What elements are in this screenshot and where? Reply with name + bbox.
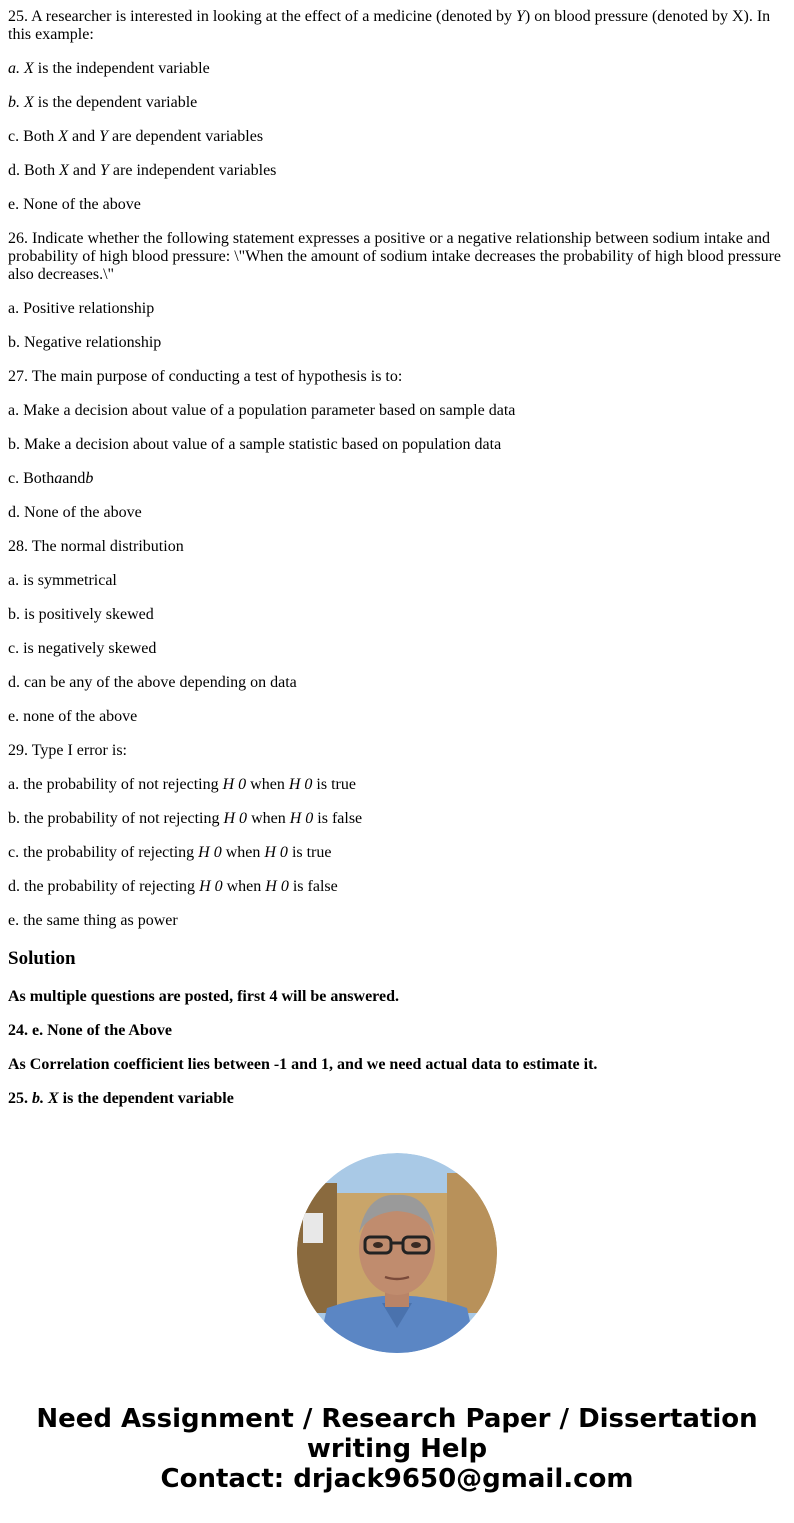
q28-stem: 28. The normal distribution — [8, 538, 184, 555]
q26-option-a: a. Positive relationship — [8, 300, 155, 317]
q28-option-e: e. none of the above — [8, 708, 138, 725]
promo-footer — [0, 1404, 794, 1494]
q27-option-c: c. Bothaandb — [8, 470, 94, 487]
q25-option-d: d. Both X and Y are independent variables — [8, 162, 277, 179]
q29-option-e: e. the same thing as power — [8, 912, 178, 929]
q28-option-a: a. is symmetrical — [8, 572, 117, 589]
q27-stem: 27. The main purpose of conducting a test of hypothesis is to: — [8, 368, 403, 385]
solution-heading: Solution — [8, 948, 76, 969]
q29-option-d: d. the probability of rejecting H 0 when H 0 is false — [8, 878, 338, 895]
promo-line-1: Need Assignment / Research Paper / Dissertation — [36, 1404, 758, 1434]
q26-stem: 26. Indicate whether the following statement expresses a positive or a negative relationship between sodium intake and probability of high blood pressure: \"When the amount of sodium intake decreases the probability of high blood pressure also decreases.\" — [8, 230, 782, 283]
q26-option-b: b. Negative relationship — [8, 334, 162, 351]
q27-option-b: b. Make a decision about value of a sample statistic based on population data — [8, 436, 502, 453]
q27-option-a: a. Make a decision about value of a population parameter based on sample data — [8, 402, 516, 419]
q25-option-c: c. Both X and Y are dependent variables — [8, 128, 264, 145]
q29-option-b: b. the probability of not rejecting H 0 when H 0 is false — [8, 810, 363, 827]
solution-explanation-24: As Correlation coefficient lies between -1 and 1, and we need actual data to estimate it. — [8, 1056, 598, 1073]
q28-option-d: d. can be any of the above depending on data — [8, 674, 297, 691]
solution-answer-24: 24. e. None of the Above — [8, 1022, 172, 1039]
solution-note: As multiple questions are posted, first 4 will be answered. — [8, 988, 399, 1005]
q25-option-b: b. X is the dependent variable — [8, 94, 198, 111]
solution-answer-25: 25. b. X is the dependent variable — [8, 1090, 234, 1107]
document-body — [8, 8, 786, 1124]
q28-option-c: c. is negatively skewed — [8, 640, 157, 657]
q29-stem: 29. Type I error is: — [8, 742, 127, 759]
q25-option-a: a. X is the independent variable — [8, 60, 210, 77]
q27-option-d: d. None of the above — [8, 504, 142, 521]
q25-option-e: e. None of the above — [8, 196, 141, 213]
q28-option-b: b. is positively skewed — [8, 606, 154, 623]
promo-contact: Contact: drjack9650@gmail.com — [160, 1464, 634, 1494]
tutor-avatar — [297, 1153, 497, 1353]
q29-option-c: c. the probability of rejecting H 0 when H 0 is true — [8, 844, 332, 861]
tutor-photo — [297, 1153, 497, 1353]
promo-line-2: writing Help — [306, 1434, 488, 1464]
q25-stem: 25. A researcher is interested in looking at the effect of a medicine (denoted by Y) on blood pressure (denoted by X). In this example: — [8, 8, 771, 43]
q29-option-a: a. the probability of not rejecting H 0 when H 0 is true — [8, 776, 356, 793]
